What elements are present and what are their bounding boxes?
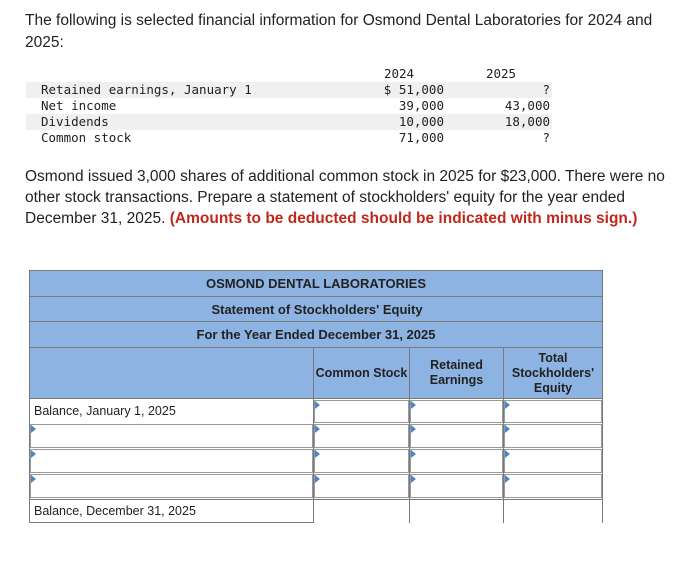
intro-text: The following is selected financial information for Osmond Dental Laboratories for 2024 and 2025:: [25, 12, 653, 51]
input-marker-icon: [315, 475, 320, 483]
input-retained-earnings-row4[interactable]: [410, 474, 503, 498]
input-row-label-2[interactable]: [30, 424, 313, 448]
input-marker-icon: [31, 450, 36, 458]
financial-info-row: [26, 130, 552, 146]
financial-info-table: [26, 66, 552, 146]
instructions-paragraph: [25, 166, 690, 229]
row-label: Common stock: [41, 130, 132, 145]
input-marker-icon: [31, 425, 36, 433]
row-label: Retained earnings, January 1: [41, 82, 252, 97]
input-marker-icon: [315, 450, 320, 458]
input-retained-earnings-row3[interactable]: [410, 449, 503, 473]
value-2024: 39,000: [398, 98, 444, 113]
input-retained-earnings-jan[interactable]: [410, 400, 503, 423]
input-marker-icon: [31, 475, 36, 483]
total-retained-earnings-dec: [410, 500, 503, 523]
stockholders-equity-statement: [29, 270, 603, 523]
instructions-emphasis: (Amounts to be deducted should be indicated with minus sign.): [169, 210, 638, 227]
year-2025-header: 2025: [485, 66, 517, 81]
financial-info-row: [26, 98, 552, 114]
statement-title-block: [30, 271, 602, 348]
input-total-equity-row4[interactable]: [504, 474, 602, 498]
statement-title: Statement of Stockholders' Equity: [30, 296, 602, 321]
input-marker-icon: [411, 475, 416, 483]
value-2025: 43,000: [504, 98, 550, 113]
input-retained-earnings-row2[interactable]: [410, 424, 503, 448]
value-2025: 18,000: [504, 114, 550, 129]
input-total-equity-row3[interactable]: [504, 449, 602, 473]
input-marker-icon: [315, 425, 320, 433]
input-row-label-4[interactable]: [30, 474, 313, 498]
statement-period: For the Year Ended December 31, 2025: [30, 321, 602, 347]
statement-column-headers: [30, 348, 602, 399]
row-label: Net income: [41, 98, 117, 113]
column-header-retained-earnings: Retained Earnings: [409, 348, 503, 398]
column-header-total-equity: Total Stockholders' Equity: [503, 348, 602, 398]
input-common-stock-jan[interactable]: [314, 400, 409, 423]
input-marker-icon: [505, 450, 510, 458]
input-marker-icon: [505, 475, 510, 483]
value-2024: 71,000: [398, 130, 444, 145]
input-common-stock-row2[interactable]: [314, 424, 409, 448]
value-2024: 10,000: [398, 114, 444, 129]
total-equity-dec: [504, 500, 602, 523]
financial-info-row: [26, 82, 552, 98]
instructions-text: Osmond issued 3,000 shares of additional common stock in 2025 for $23,000. There were no other stock transactions. Prepare a statement of stockholders' equity for the year ended December 31, 2025.: [25, 168, 665, 227]
input-total-equity-jan[interactable]: [504, 400, 602, 423]
input-marker-icon: [411, 425, 416, 433]
row-label-balance-jan: Balance, January 1, 2025: [34, 404, 176, 418]
financial-info-header: [26, 66, 552, 82]
input-marker-icon: [315, 401, 320, 409]
input-marker-icon: [505, 425, 510, 433]
input-common-stock-row3[interactable]: [314, 449, 409, 473]
value-2025: ?: [542, 82, 550, 97]
row-label: Dividends: [41, 114, 109, 129]
column-header-common-stock: Common Stock: [313, 348, 409, 398]
statement-body: [30, 399, 602, 523]
financial-info-row: [26, 114, 552, 130]
input-marker-icon: [505, 401, 510, 409]
input-row-label-3[interactable]: [30, 449, 313, 473]
value-2025: ?: [542, 130, 550, 145]
company-name: OSMOND DENTAL LABORATORIES: [205, 276, 427, 291]
year-2024-header: 2024: [383, 66, 415, 81]
row-label-balance-dec: Balance, December 31, 2025: [34, 504, 196, 518]
input-marker-icon: [411, 450, 416, 458]
total-common-stock-dec: [314, 500, 409, 523]
value-2024: $ 51,000: [383, 82, 444, 97]
input-marker-icon: [411, 401, 416, 409]
input-total-equity-row2[interactable]: [504, 424, 602, 448]
input-common-stock-row4[interactable]: [314, 474, 409, 498]
